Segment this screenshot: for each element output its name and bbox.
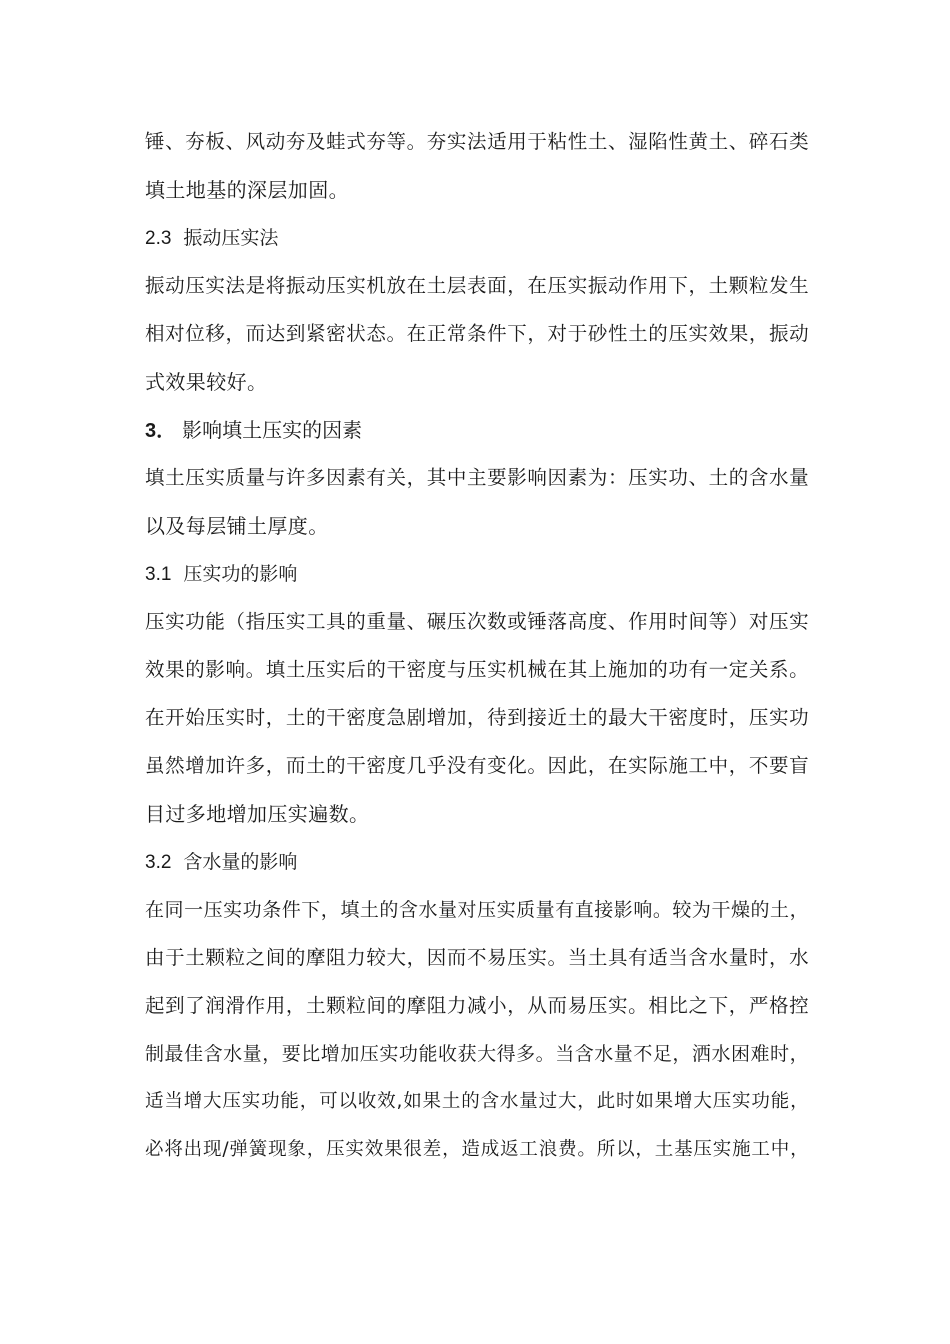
section-heading-3-1 [145, 550, 809, 598]
text-line: 压实功能（指压实工具的重量、碾压次数或锤落高度、作用时间等）对压实 [145, 610, 809, 633]
text-line: 振动压实法是将振动压实机放在土层表面，在压实振动作用下，土颗粒发生 [145, 274, 809, 297]
text-line: 填土地基的深层加固。 [145, 178, 349, 202]
section-heading-3-2 [145, 838, 809, 886]
section-number: 3.1 [145, 564, 172, 585]
document-body [145, 118, 809, 1174]
text-line: 目过多地增加压实遍数。 [145, 802, 370, 826]
section-title: 影响填土压实的因素 [182, 418, 363, 442]
section-title: 振动压实法 [183, 227, 279, 249]
section-heading-2-3 [145, 214, 809, 262]
section-number: 3.2 [145, 852, 172, 873]
text-line: 在开始压实时，土的干密度急剧增加，待到接近土的最大干密度时，压实功 [145, 706, 809, 729]
text-line: 锤、夯板、风动夯及蛙式夯等。夯实法适用于粘性土、湿陷性黄土、碎石类 [145, 130, 809, 153]
paragraph-compaction-work [145, 598, 809, 838]
paragraph-moisture-content [145, 886, 809, 1174]
paragraph-compaction-factors [145, 454, 809, 550]
text-line: 在同一压实功条件下，填土的含水量对压实质量有直接影响。较为干燥的土， [145, 899, 809, 921]
section-title: 压实功的影响 [183, 563, 298, 585]
paragraph-vibration-compaction [145, 262, 809, 406]
text-line: 由于土颗粒之间的摩阻力较大，因而不易压实。当土具有适当含水量时，水 [145, 946, 809, 969]
section-number: 2.3 [145, 228, 172, 249]
text-line: 适当增大压实功能，可以收效,如果土的含水量过大，此时如果增大压实功能， [145, 1091, 809, 1112]
text-line: 效果的影响。填土压实后的干密度与压实机械在其上施加的功有一定关系。 [145, 658, 809, 681]
text-line: 制最佳含水量，要比增加压实功能收获大得多。当含水量不足，洒水困难时， [145, 1043, 809, 1065]
text-line: 起到了润滑作用，土颗粒间的摩阻力减小，从而易压实。相比之下，严格控 [145, 994, 809, 1017]
text-line: 填土压实质量与许多因素有关，其中主要影响因素为：压实功、土的含水量 [145, 466, 809, 489]
text-line: 式效果较好。 [145, 370, 268, 394]
text-line: 必将出现/弹簧现象，压实效果很差，造成返工浪费。所以，土基压实施工中， [145, 1139, 809, 1160]
text-line: 相对位移，而达到紧密状态。在正常条件下，对于砂性土的压实效果，振动 [145, 322, 809, 345]
text-line: 以及每层铺土厚度。 [145, 514, 329, 538]
section-heading-3 [145, 406, 809, 454]
paragraph-tamping-continued [145, 118, 809, 214]
section-number: 3． [145, 420, 177, 442]
section-title: 含水量的影响 [183, 851, 298, 873]
text-line: 虽然增加许多，而土的干密度几乎没有变化。因此，在实际施工中，不要盲 [145, 754, 809, 777]
